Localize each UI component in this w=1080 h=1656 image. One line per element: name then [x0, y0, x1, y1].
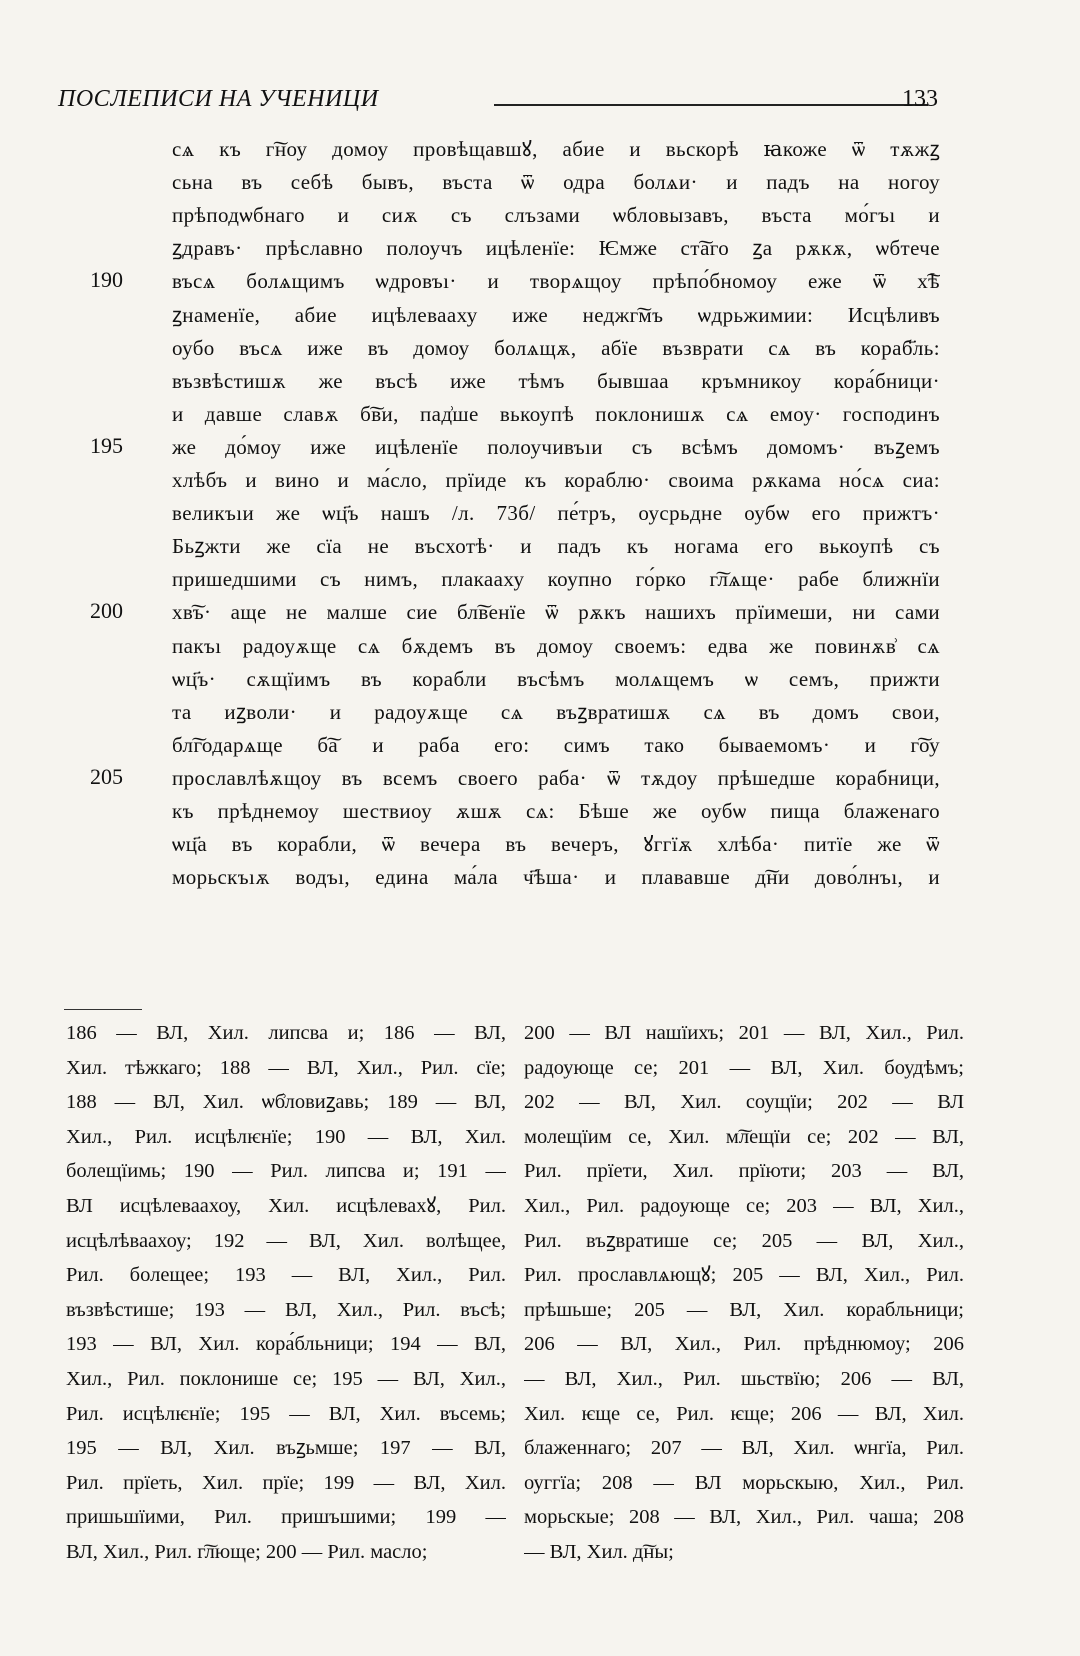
footnote-line: 186 — ВЛ, Хил. липсва и; 186 — ВЛ,: [66, 1022, 506, 1044]
text-line: ѡц҃ъ· сѫщїимъ въ корабли въсѣмъ молѧщемъ ѡ семъ, прижти: [172, 666, 940, 691]
text-line: Бьꙁжти же сїа не въсхотѣ· и падъ къ ногама его вькоупѣ съ: [172, 534, 940, 559]
text-line: оубо въсѧ иже въ домоу болѧщѫ, абїе възврати сѧ въ кораб҃ль:: [172, 335, 940, 360]
footnote-line: 188 — ВЛ, Хил. ѡб͗ловиꙁавь; 189 — ВЛ,: [66, 1091, 506, 1114]
text-line: възвѣстишѫ же въсѣ иже тѣмъ бывшаа кръмникоу кора́бници·: [172, 368, 940, 393]
text-line: пакъı радоуѫще сѧ бѫдемъ въ домоу своемъ: едва же повинѫв͗ сѧ: [172, 633, 940, 658]
footnote-line: блаженнаго; 207 — ВЛ, Хил. ѡнгїа, Рил.: [524, 1437, 964, 1460]
footnote-line: 200 — ВЛ нашїихъ; 201 — ВЛ, Хил., Рил.: [524, 1022, 964, 1044]
footnote-line: 195 — ВЛ, Хил. въꙁьмше; 197 — ВЛ,: [66, 1437, 506, 1460]
text-line: ѡц҃а въ корабли, ѿ вечера въ вечеръ, ꙋггїѫ хлѣба· питїе же ѿ: [172, 832, 940, 857]
text-line: морьскъıѫ водъı, едина ма́ла ч҃ѣша· и плававше д͠ни дово́лнъı, и: [172, 865, 940, 890]
footnote-line: 193 — ВЛ, Хил. кора́бльници; 194 — ВЛ,: [66, 1333, 506, 1356]
text-line: та иꙁволи· и радоуѫще сѧ въꙁвратишѫ сѧ въ домъ свои,: [172, 699, 940, 724]
footnote-line: болещїимь; 190 — Рил. липсва и; 191 —: [66, 1160, 506, 1183]
footnote-line: прѣшьше; 205 — ВЛ, Хил. корабльници;: [524, 1298, 964, 1321]
text-line: сьна въ себѣ бывъ, въста ѿ одра болѧи· и падъ на ногоу: [172, 170, 940, 195]
running-header: [58, 86, 938, 120]
footnote-line: ВЛ исцѣлеваахоу, Хил. исцѣлевахꙋ, Рил.: [66, 1195, 506, 1217]
footnote-line: исцѣлѣваахоу; 192 — ВЛ, Хил. волѣщее,: [66, 1229, 506, 1252]
footnote-line: Рил. прїеть, Хил. прїе; 199 — ВЛ, Хил.: [66, 1471, 506, 1494]
footnote-line: Хил. ѥще се, Рил. ѥще; 206 — ВЛ, Хил.: [524, 1402, 964, 1425]
footnote-line: радоующе се; 201 — ВЛ, Хил. боудѣмъ;: [524, 1056, 964, 1079]
footnote-line: 206 — ВЛ, Хил., Рил. прѣднюмоу; 206: [524, 1333, 964, 1356]
footnote-line: 202 — ВЛ, Хил. соущїи; 202 — ВЛ: [524, 1091, 964, 1114]
text-line: великъıи же ѡц҃ъ нашъ /л. 73б/ пе́тръ, оусрьдне оубѡ его прижтъ·: [172, 501, 940, 526]
text-line: ꙁнаменїе, абие ицѣлевааху иже неджг͠мъ ѡдрьжимии: Исцѣливъ: [172, 302, 940, 327]
text-line: ꙁдравъ· прѣславно полоучъ ицѣленїе: Ѥмже ст͠аго ꙁа рѫкѫ, ѡбтече: [172, 236, 940, 261]
header-rule: [494, 104, 928, 106]
footnote-line: молещїим се, Хил. м͠лещїи се; 202 — ВЛ,: [524, 1125, 964, 1148]
footnote-line: Хил., Рил. поклонише се; 195 — ВЛ, Хил.,: [66, 1368, 506, 1390]
footnote-line: Рил. исцѣлѥнїе; 195 — ВЛ, Хил. въсемь;: [66, 1402, 506, 1425]
text-line: хлѣбъ и вино и ма́сло, прїиде къ кораблю· своима рѫкама но́сѧ сиа:: [172, 468, 940, 492]
text-line: прославлѣѫщоу въ всемъ своего раба· ѿ тѫдоу прѣшедше корабници,: [172, 765, 940, 790]
footnote-line: Рил. болещее; 193 — ВЛ, Хил., Рил.: [66, 1264, 506, 1287]
footnote-line: Рил. въꙁвратише се; 205 — ВЛ, Хил.,: [524, 1229, 964, 1252]
footnote-line: морьскые; 208 — ВЛ, Хил., Рил. чаша; 208: [524, 1506, 964, 1529]
text-line: въсѧ болѧщимъ ѡдровъı· и творѧщоу прѣпо́бномоу еже ѿ х͠ѣ: [172, 269, 940, 294]
footnote-line: ВЛ, Хил., Рил. г͠люще; 200 — Рил. масло;: [66, 1541, 428, 1563]
text-line: и давше славѫ б͠ви, пад͗ше вькоупѣ поклонишѫ сѧ емоу· господинъ: [172, 401, 940, 426]
footnote-line: Хил., Рил. радоующе се; 203 — ВЛ, Хил.,: [524, 1195, 964, 1217]
text-line: прѣподѡбнаго и сиѫ съ слъзами ѡбловызавъ, въста мо́гъı и: [172, 203, 940, 228]
footnote-line: — ВЛ, Хил. д͠ны;: [524, 1541, 674, 1563]
text-line: же до́моу иже ицѣленїе полоучивъıи съ всѣмъ домомъ· въꙁемъ: [172, 434, 940, 459]
page-number: 133: [902, 86, 938, 112]
footnote-line: Рил. прїети, Хил. прїюти; 203 — ВЛ,: [524, 1160, 964, 1183]
line-number: 190: [90, 267, 123, 293]
line-number: 200: [90, 598, 123, 624]
line-number: 205: [90, 763, 123, 789]
footnote-line: — ВЛ, Хил., Рил. шьствїю; 206 — ВЛ,: [524, 1368, 964, 1390]
footnote-separator: [64, 1009, 142, 1010]
footnote-line: пришьшїими, Рил. пришъшими; 199 —: [66, 1506, 506, 1529]
text-line: бл͠годарѧще б͠а и раба его: симъ тако бываемомъ· и г͠оу: [172, 732, 940, 757]
footnote-line: Хил., Рил. исцѣлѥнїе; 190 — ВЛ, Хил.: [66, 1125, 506, 1148]
footnote-line: Хил. тѣжкаго; 188 — ВЛ, Хил., Рил. сїе;: [66, 1056, 506, 1079]
text-line: хв͠ъ· аще не малше сие бл͠венїе ѿ рѫкъ нашихъ прїимеши, ни сами: [172, 600, 940, 625]
footnote-line: оуггїа; 208 — ВЛ морьскыю, Хил., Рил.: [524, 1471, 964, 1494]
text-line: пришедшими съ нимъ, плакааху коупно го́рко г͠лѧще· рабе ближнїи: [172, 567, 940, 592]
text-line: къ прѣднемоу шествиоу ѫшѫ сѧ: Бѣше же оубѡ пища блаженаго: [172, 799, 940, 823]
line-number: 195: [90, 432, 123, 458]
footnote-line: Рил. прославлѧющꙋ; 205 — ВЛ, Хил., Рил.: [524, 1264, 964, 1287]
running-title: ПОСЛЕПИСИ НА УЧЕНИЦИ: [58, 86, 379, 112]
text-line: сѧ къ г͠ноу домоу провѣщавшꙋ, абие и вьскорѣ ꙗкоже ѿ тѫжꙁ: [172, 137, 940, 161]
footnote-line: възвѣстише; 193 — ВЛ, Хил., Рил. въсѣ;: [66, 1298, 506, 1321]
